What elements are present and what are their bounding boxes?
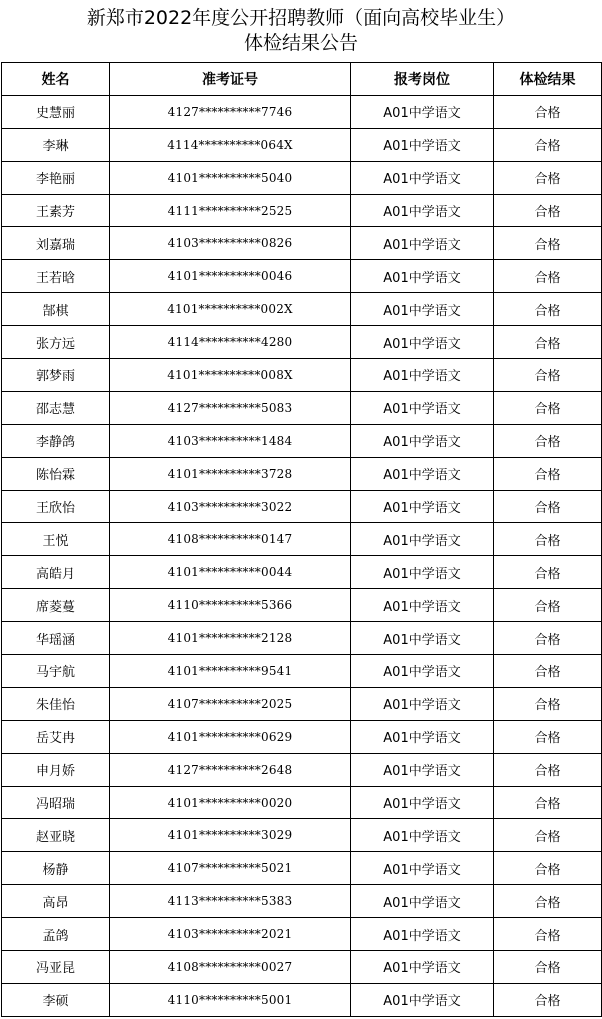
cell-post: A01中学语文 [351,391,494,424]
cell-post: A01中学语文 [351,885,494,918]
cell-name: 邵志慧 [2,391,110,424]
cell-exam-id: 4101**********5040 [110,161,351,194]
cell-post: A01中学语文 [351,918,494,951]
table-row [2,918,602,951]
table-row [2,194,602,227]
cell-post: A01中学语文 [351,556,494,589]
cell-result: 合格 [494,983,602,1016]
cell-exam-id: 4127**********2648 [110,753,351,786]
cell-exam-id: 4127**********7746 [110,95,351,128]
cell-post: A01中学语文 [351,852,494,885]
cell-name: 赵亚晓 [2,819,110,852]
table-header-row [2,63,602,96]
table-row [2,457,602,490]
cell-exam-id: 4111**********2525 [110,194,351,227]
cell-name: 冯昭瑞 [2,786,110,819]
cell-exam-id: 4101**********008X [110,359,351,392]
cell-result: 合格 [494,326,602,359]
table-row [2,391,602,424]
cell-result: 合格 [494,424,602,457]
cell-name: 陈怡霖 [2,457,110,490]
cell-post: A01中学语文 [351,819,494,852]
cell-result: 合格 [494,95,602,128]
cell-exam-id: 4113**********5383 [110,885,351,918]
cell-name: 高皓月 [2,556,110,589]
table-row [2,490,602,523]
header-post: 报考岗位 [351,63,494,96]
cell-result: 合格 [494,622,602,655]
cell-name: 王悦 [2,523,110,556]
cell-name: 郭梦雨 [2,359,110,392]
header-exam-id: 准考证号 [110,63,351,96]
table-row [2,885,602,918]
table-row [2,983,602,1016]
cell-name: 王欣怡 [2,490,110,523]
cell-exam-id: 4127**********5083 [110,391,351,424]
cell-name: 朱佳怡 [2,687,110,720]
cell-name: 郜棋 [2,293,110,326]
cell-post: A01中学语文 [351,194,494,227]
cell-name: 史慧丽 [2,95,110,128]
header-name: 姓名 [2,63,110,96]
cell-post: A01中学语文 [351,983,494,1016]
page-title [0,0,602,62]
table-row [2,786,602,819]
table-row [2,622,602,655]
cell-post: A01中学语文 [351,687,494,720]
cell-exam-id: 4103**********1484 [110,424,351,457]
table-row [2,589,602,622]
title-line-2: 体检结果公告 [243,32,358,54]
cell-result: 合格 [494,918,602,951]
table-row [2,556,602,589]
cell-name: 冯亚昆 [2,951,110,984]
cell-name: 李硕 [2,983,110,1016]
cell-result: 合格 [494,128,602,161]
cell-name: 刘嘉瑞 [2,227,110,260]
table-row [2,687,602,720]
cell-name: 孟鸽 [2,918,110,951]
cell-exam-id: 4114**********064X [110,128,351,161]
cell-result: 合格 [494,753,602,786]
cell-result: 合格 [494,589,602,622]
cell-post: A01中学语文 [351,227,494,260]
cell-name: 高昂 [2,885,110,918]
cell-post: A01中学语文 [351,786,494,819]
cell-post: A01中学语文 [351,951,494,984]
table-row [2,655,602,688]
cell-result: 合格 [494,293,602,326]
cell-result: 合格 [494,786,602,819]
table-body [2,95,602,1016]
cell-name: 李琳 [2,128,110,161]
cell-post: A01中学语文 [351,161,494,194]
cell-post: A01中学语文 [351,753,494,786]
cell-result: 合格 [494,819,602,852]
cell-name: 李艳丽 [2,161,110,194]
table-row [2,326,602,359]
cell-exam-id: 4101**********0020 [110,786,351,819]
cell-name: 王若晗 [2,260,110,293]
cell-exam-id: 4101**********9541 [110,655,351,688]
cell-post: A01中学语文 [351,260,494,293]
cell-exam-id: 4107**********5021 [110,852,351,885]
table-row [2,819,602,852]
cell-exam-id: 4103**********0826 [110,227,351,260]
cell-exam-id: 4103**********3022 [110,490,351,523]
table-row [2,523,602,556]
cell-post: A01中学语文 [351,95,494,128]
table-row [2,424,602,457]
cell-result: 合格 [494,687,602,720]
cell-name: 李静鸽 [2,424,110,457]
cell-name: 张方远 [2,326,110,359]
cell-result: 合格 [494,523,602,556]
cell-exam-id: 4101**********2128 [110,622,351,655]
cell-exam-id: 4110**********5366 [110,589,351,622]
table-row [2,227,602,260]
cell-result: 合格 [494,655,602,688]
cell-name: 申月娇 [2,753,110,786]
cell-exam-id: 4110**********5001 [110,983,351,1016]
cell-post: A01中学语文 [351,490,494,523]
cell-exam-id: 4108**********0027 [110,951,351,984]
table-row [2,753,602,786]
cell-exam-id: 4101**********0629 [110,720,351,753]
cell-result: 合格 [494,852,602,885]
cell-post: A01中学语文 [351,128,494,161]
cell-name: 华瑶涵 [2,622,110,655]
table-row [2,128,602,161]
table-row [2,161,602,194]
cell-post: A01中学语文 [351,622,494,655]
cell-post: A01中学语文 [351,293,494,326]
cell-exam-id: 4101**********3728 [110,457,351,490]
cell-result: 合格 [494,194,602,227]
cell-exam-id: 4101**********002X [110,293,351,326]
cell-name: 席菱蔓 [2,589,110,622]
cell-exam-id: 4103**********2021 [110,918,351,951]
results-table [1,62,602,1017]
cell-result: 合格 [494,556,602,589]
cell-exam-id: 4101**********0044 [110,556,351,589]
cell-result: 合格 [494,227,602,260]
table-row [2,293,602,326]
cell-result: 合格 [494,260,602,293]
cell-name: 王素芳 [2,194,110,227]
cell-post: A01中学语文 [351,326,494,359]
cell-post: A01中学语文 [351,720,494,753]
table-row [2,359,602,392]
cell-name: 马宇航 [2,655,110,688]
cell-post: A01中学语文 [351,457,494,490]
cell-post: A01中学语文 [351,589,494,622]
title-line-1: 新郑市2022年度公开招聘教师（面向高校毕业生） [86,7,516,29]
cell-exam-id: 4108**********0147 [110,523,351,556]
cell-exam-id: 4101**********3029 [110,819,351,852]
cell-result: 合格 [494,359,602,392]
header-result: 体检结果 [494,63,602,96]
cell-result: 合格 [494,457,602,490]
table-row [2,951,602,984]
cell-post: A01中学语文 [351,523,494,556]
cell-post: A01中学语文 [351,424,494,457]
cell-post: A01中学语文 [351,655,494,688]
table-row [2,720,602,753]
cell-name: 岳艾冉 [2,720,110,753]
cell-result: 合格 [494,951,602,984]
cell-exam-id: 4114**********4280 [110,326,351,359]
cell-name: 杨静 [2,852,110,885]
table-row [2,95,602,128]
cell-result: 合格 [494,885,602,918]
table-row [2,852,602,885]
cell-post: A01中学语文 [351,359,494,392]
cell-exam-id: 4101**********0046 [110,260,351,293]
cell-result: 合格 [494,720,602,753]
cell-result: 合格 [494,161,602,194]
table-row [2,260,602,293]
cell-result: 合格 [494,490,602,523]
cell-exam-id: 4107**********2025 [110,687,351,720]
cell-result: 合格 [494,391,602,424]
